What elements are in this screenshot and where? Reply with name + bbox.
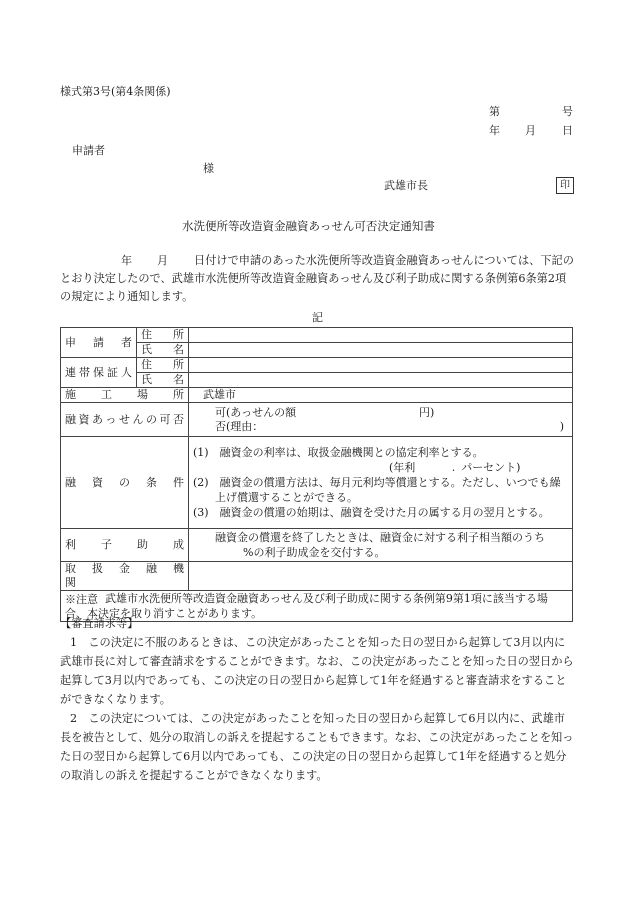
decision-table xyxy=(60,327,573,622)
review-item-num: 1 xyxy=(70,636,78,649)
date-day: 日 xyxy=(562,124,573,137)
approval-no-close: ) xyxy=(559,419,564,433)
review-item-text: この決定に不服のあるときは、この決定があったことを知った日の翌日から起算して3月以内に武雄市長に対して審査請求をすることができます。なお、この決定があったことを知った日の翌日から起算して3月以内であっても、この決定の日の翌日から起算して1年を経過すると審査請求をすることができなくなります。 xyxy=(60,636,574,706)
interest-value xyxy=(189,529,573,562)
review-item-num: 2 xyxy=(70,712,78,725)
applicant-address-label: 住 所 xyxy=(137,328,189,343)
condition-1: (1) 融資金の利率は、取扱金融機関との協定利率とする。 xyxy=(193,446,484,459)
applicant-header: 申 請 者 xyxy=(61,328,137,358)
conditions-label: 融 資 の 条 件 xyxy=(61,437,189,529)
condition-3: (3) 融資金の償還の始期は、融資を受けた月の属する月の翌月とする。 xyxy=(193,506,550,519)
guarantor-address-value[interactable] xyxy=(189,358,573,373)
date-year: 年 xyxy=(489,124,500,137)
review-heading: 【審査請求等】 xyxy=(60,617,139,630)
applicant-address-value[interactable] xyxy=(189,328,573,343)
doc-no-suffix: 号 xyxy=(562,105,573,118)
approval-no: 否(理由： xyxy=(215,419,264,433)
guarantor-name-label: 氏 名 xyxy=(137,373,189,388)
doc-no-label: 第 xyxy=(489,105,500,118)
applicant-name-label: 氏 名 xyxy=(137,343,189,358)
seal-stamp: 印 xyxy=(556,177,574,194)
conditions-value xyxy=(189,437,573,529)
approval-value[interactable] xyxy=(189,403,573,437)
approval-yes-unit: 円) xyxy=(419,405,435,419)
document-title: 水洗便所等改造資金融資あっせん可否決定通知書 xyxy=(182,219,435,233)
condition-2: (2) 融資金の償還方法は、毎月元利均等償還とする。ただし、いつでも繰上げ償還することができる。 xyxy=(193,476,561,504)
approval-label: 融資あっせんの可否 xyxy=(61,403,189,437)
review-notes xyxy=(60,614,574,785)
body-text: 日付けで申請のあった水洗便所等改造資金融資あっせんについては、下記のとおり決定したので、武雄市水洗便所等改造資金融資あっせん及び利子助成に関する条例第6条第2項の規定により通知します。 xyxy=(60,254,574,303)
note-text: 武雄市水洗便所等改造資金融資あっせん及び利子助成に関する条例第9第1項に該当する場合、本決定を取り消すことがあります。 xyxy=(65,592,548,620)
issuer: 武雄市長 xyxy=(384,179,428,192)
applicant-name-value[interactable] xyxy=(189,343,573,358)
interest-text-2: %の利子助成金を交付する。 xyxy=(243,546,386,559)
review-item xyxy=(60,633,574,709)
approval-yes: 可(あっせんの額 xyxy=(215,405,297,419)
interest-text-1: 融資金の償還を終了したときは、融資金に対する利子相当額のうち xyxy=(215,531,545,544)
review-item-text: この決定については、この決定があったことを知った日の翌日から起算して6月以内に、武雄市長を被告として、処分の取消しの訴えを提起することもできます。なお、この決定があったことを知った日の翌日から起算して6月以内であっても、この決定の日の翌日から起算して1年を経過すると処分の取消しの訴えを提起することができなくなります。 xyxy=(60,712,574,782)
bank-value[interactable] xyxy=(189,562,573,591)
honorific: 様 xyxy=(203,162,214,175)
guarantor-address-label: 住 所 xyxy=(137,358,189,373)
condition-1-rate: (年利 . パーセント) xyxy=(389,461,521,474)
body-year: 年 xyxy=(121,254,132,267)
body-month: 月 xyxy=(157,254,168,267)
applicant-label: 申請者 xyxy=(72,144,105,157)
construction-site-value[interactable]: 武雄市 xyxy=(189,388,573,403)
interest-label: 利 子 助 成 xyxy=(61,529,189,562)
ki-label: 記 xyxy=(312,311,323,324)
note-label: ※注意 xyxy=(65,593,98,606)
guarantor-header: 連帯保証人 xyxy=(61,358,137,388)
form-number: 様式第3号(第4条関係) xyxy=(60,85,171,98)
construction-site-label: 施 工 場 所 xyxy=(61,388,189,403)
guarantor-name-value[interactable] xyxy=(189,373,573,388)
bank-label: 取 扱 金 融 機 関 xyxy=(61,562,189,591)
review-item xyxy=(60,709,574,785)
date-month: 月 xyxy=(525,124,536,137)
